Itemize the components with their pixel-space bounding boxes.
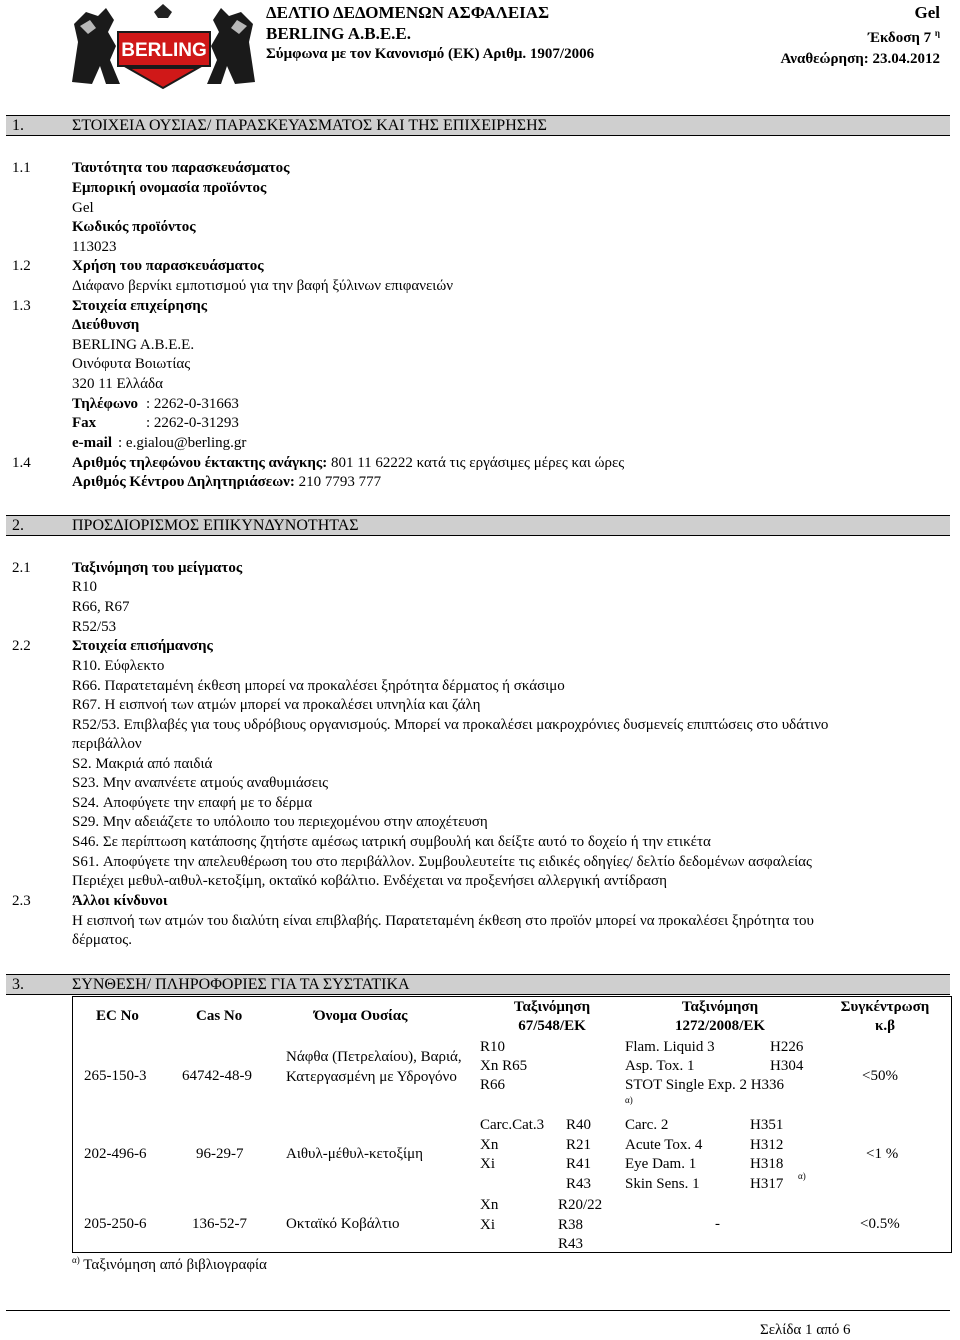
header-cls1272: Ταξινόμηση 1272/2008/ΕΚ — [674, 999, 765, 1034]
header-ec: EC No — [96, 1008, 139, 1024]
product-code: 113023 — [72, 239, 117, 255]
company-name: BERLING A.B.E.E. — [266, 24, 412, 43]
poison-center-phone: 210 7793 777 — [298, 474, 382, 490]
product-name: Gel — [914, 3, 940, 22]
revision-date: Αναθεώρηση: 23.04.2012 — [780, 51, 940, 67]
footnote: $^{\alpha)}$ Ταξινόμηση από βιβλιογραφία — [72, 1255, 267, 1273]
company-logo — [66, 2, 261, 94]
doc-title: ΔΕΛΤΙΟ ΔΕΔΟΜΕΝΩΝ ΑΣΦΑΛΕΙΑΣ — [266, 3, 550, 22]
edition: Έκδοση 7 $^\eta$ — [868, 28, 940, 46]
heading-1-1: Ταυτότητα του παρασκευάσματος — [72, 160, 290, 176]
product-use: Διάφανο βερνίκι εμποτισμού για την βαφή ξύλινων επιφανειών — [72, 278, 453, 294]
regulation: Σύμφωνα με τον Κανονισμό (ΕΚ) Αριθμ. 1907/2006 — [266, 46, 595, 62]
header-cas: Cas No — [196, 1008, 243, 1024]
section-3-header: 3. ΣΥΝΘΕΣΗ/ ΠΛΗΡΟΦΟΡΙΕΣ ΓΙΑ ΤΑ ΣΥΣΤΑΤΙΚΑ — [6, 974, 950, 995]
header-cls67: Ταξινόμηση 67/548/ΕΚ — [513, 999, 591, 1034]
section-1-header: 1. ΣΤΟΙΧΕΙΑ ΟΥΣΙΑΣ/ ΠΑΡΑΣΚΕΥΑΣΜΑΤΟΣ ΚΑΙ ΤΗΣ ΕΠΙΧΕΙΡΗΣΗΣ — [6, 115, 950, 136]
emergency-phone: 801 11 62222 κατά τις εργάσιμες μέρες και ώρες — [330, 455, 625, 471]
header-conc: Συγκέντρωση κ.β — [840, 999, 930, 1034]
footer-rule — [6, 1310, 950, 1311]
logo-text: BERLING — [121, 40, 207, 61]
page-number: Σελίδα 1 από 6 — [760, 1322, 851, 1338]
trade-name: Gel — [72, 200, 94, 216]
section-2-header: 2. ΠΡΟΣΔΙΟΡΙΣΜΟΣ ΕΠΙΚΥΝΔΥΝΟΤΗΤΑΣ — [6, 515, 950, 536]
header-name: Όνομα Ουσίας — [314, 1008, 408, 1024]
phone: : 2262-0-31663 — [146, 396, 239, 412]
email: : e.gialou@berling.gr — [118, 435, 247, 451]
fax: : 2262-0-31293 — [146, 415, 239, 431]
